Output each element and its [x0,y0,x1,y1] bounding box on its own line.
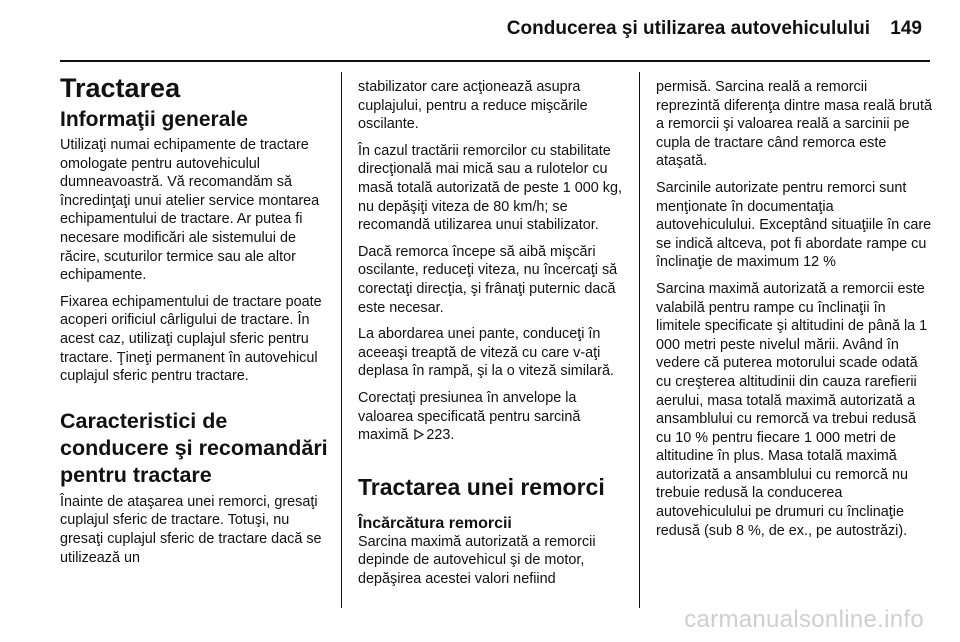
watermark: carmanualsonline.info [684,606,924,633]
column-divider-2 [639,72,640,608]
paragraph: Dacă remorca începe să aibă mişcări oscilante, reduceţi viteza, nu încercaţi să corectaţi direcţia, şi frânaţi puternic dacă este necesar. [358,243,618,316]
column-divider-1 [341,72,342,608]
running-header: Conducerea şi utilizarea autovehiculului [506,18,870,39]
paragraph: La abordarea unei pante, conduceţi în aceeaşi treaptă de viteză cu care v-aţi deplasa în rampă, şi la o viteză similară. [358,326,614,380]
paragraph: În cazul tractării remorcilor cu stabilitate direcţională mai mică sau a rulotelor cu masă totală autorizată de peste 1 000 kg, nu depăşiţi viteza de 80 km/h; se recomandă utilizarea unui stabilizator. [358,142,622,234]
section-heading-tractarea-unei-remorci: Tractarea unei remorci [358,473,605,500]
paragraph: Înainte de ataşarea unei remorci, gresaţi cuplajul sferic de tractare. Totuşi, nu gresaţi cuplajul sferic de tractare dacă se utilizează un [60,493,322,566]
paragraph: Fixarea echipamentului de tractare poate acoperi orificiul cârligului de tractare. În acest caz, utilizaţi cuplajul sferic pentru tractare. Ţineţi permanent în autovehicul cuplajul sferic pentru tractare. [60,293,322,385]
paragraph: Sarcina maximă autorizată a remorcii este valabilă pentru rampe cu înclinaţii în limitele specificate şi altitudini de până la 1 000 metri peste nivelul mării. Având în vedere că puterea motorului scade odată cu creşterea altitudinii din cauza rarefierii aerului, masa totală maximă autorizată a ansamblului cu remorcă va trebui redusă cu 10 % pentru fiecare 1 000 metri de altitudine în plus. Masa totală maximă autorizată a ansamblului cu remorcă nu trebuie redusă la conducerea autovehiculului pe drumuri cu înclinaţie redusă (sub 8 %, de ex., pe autostrăzi). [656,280,928,539]
page-number: 149 [890,18,922,39]
column-1 [60,72,332,575]
paragraph: Utilizaţi numai echipamente de tractare omologate pentru autovehiculul dumneavoastră. Vă recomandăm să încredinţaţi unui atelier service montarea echipamentului de tractare. Ar putea fi necesare modificări ale sistemului de răcire, scuturilor termice sau ale altor echipamente. [60,137,320,284]
subheading-informatii-generale: Informaţii generale [60,108,248,131]
paragraph: Sarcinile autorizate pentru remorci sunt menţionate în documentaţia autovehiculului. Exceptând situaţiile în care se indică altceva, pot fi abordate rampe cu înclinaţie de maximum 12 % [656,179,932,271]
section-heading-tractarea: Tractarea [60,73,181,103]
paragraph-text: Corectaţi presiunea în anvelope la valoarea specificată pentru sarcină maximă [358,389,581,444]
paragraph: permisă. Sarcina reală a remorcii reprezintă diferenţa dintre masa reală brută a remorcii şi valoarea reală a sarcinii pe cupla de tractare când remorca este ataşată. [656,79,932,170]
subheading-caracteristici: Caracteristici de conducere şi recomandări pentru tractare [60,408,328,487]
header-divider [60,60,930,62]
page-reference-arrow-icon[interactable] [414,426,424,445]
column-3 [656,78,932,548]
column-2 [358,78,628,596]
paragraph: Sarcina maximă autorizată a remorcii depinde de autovehicul şi de motor, depăşirea acestei valori nefiind [358,533,596,587]
paragraph [358,389,628,445]
page-reference-number[interactable]: 223. [426,427,455,444]
paragraph: stabilizator care acţionează asupra cuplajului, pentru a reduce mişcările oscilante. [358,79,588,133]
subheading-incarcatura-remorcii: Încărcătura remorcii [358,514,512,532]
